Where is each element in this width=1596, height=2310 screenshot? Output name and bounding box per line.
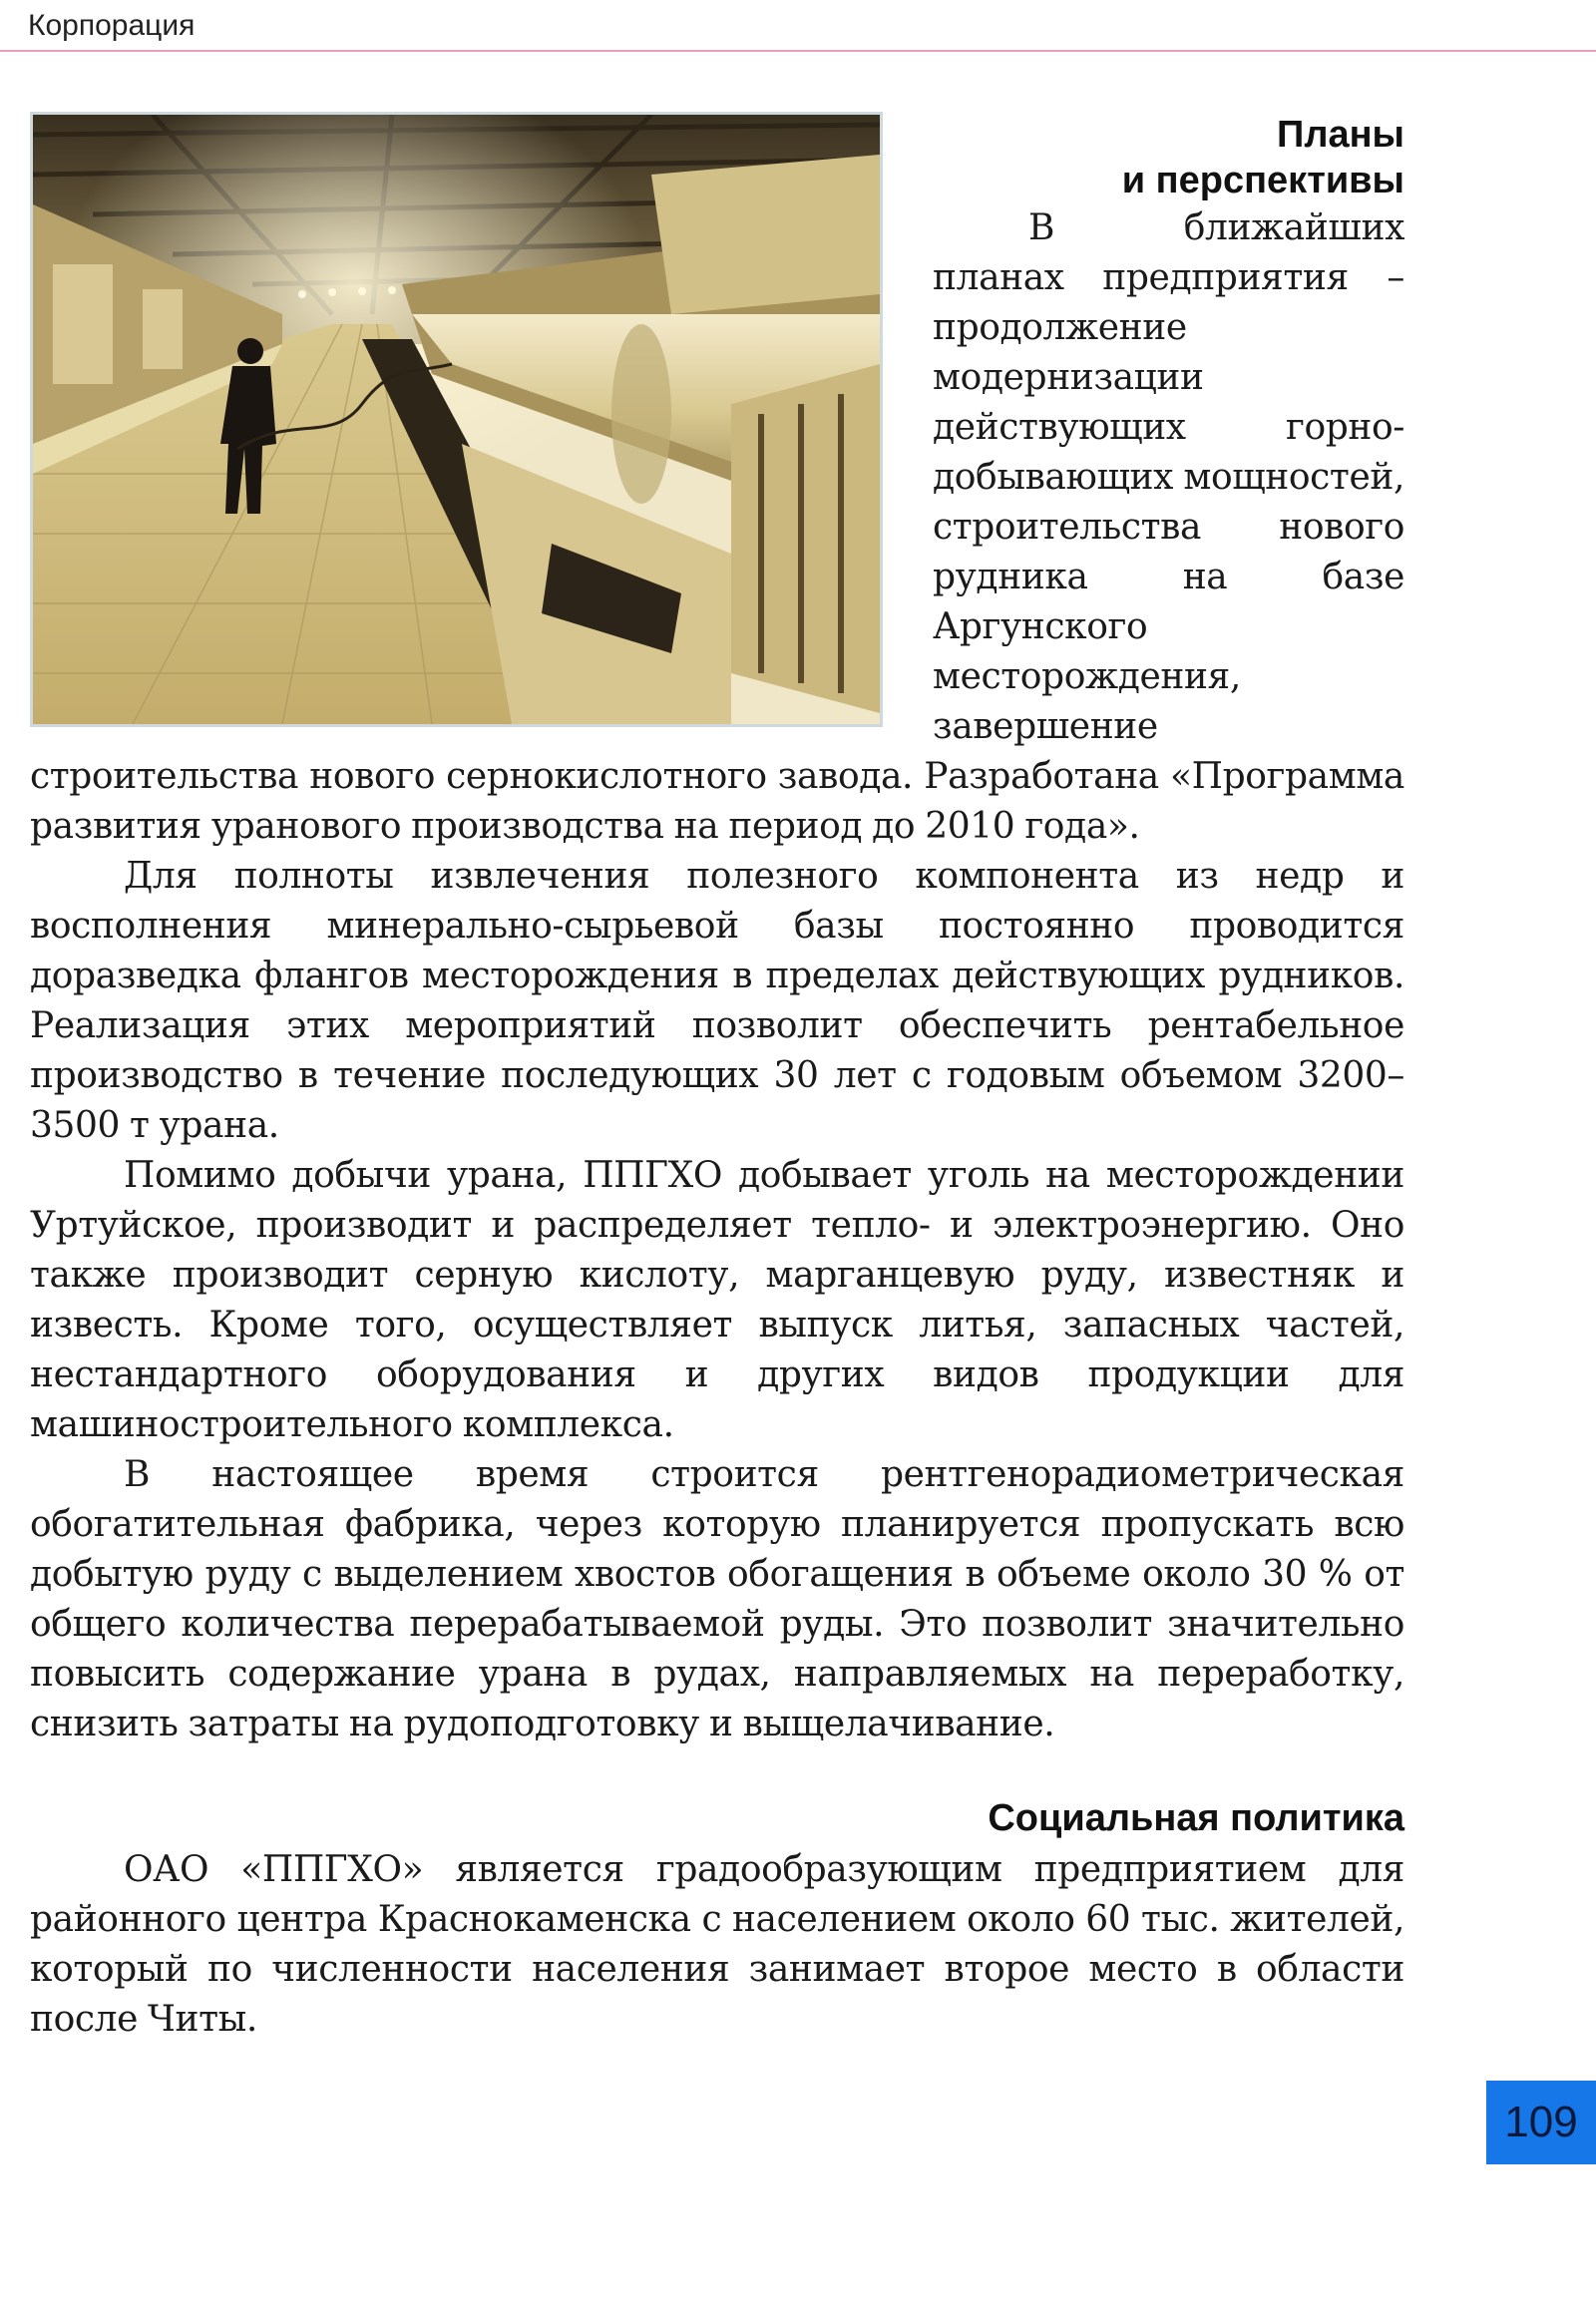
paragraph-plans-1: В ближайших планах предприятия – продолжение модернизации действующих горно-добывающих мощностей, строительства нового рудника на базе Аргунского месторождения, завершение строительства нового сернокислотного завода. Разработана «Программа развития уранового производства на период до 2010 года». — [30, 207, 1404, 847]
page-content — [30, 112, 1404, 2045]
page-header — [0, 0, 1596, 52]
industrial-tunnel-photo — [30, 112, 883, 727]
paragraph-plans-2: Для полноты извлечения полезного компонента из недр и восполнения минерально-сырьевой базы постоянно проводится доразведка флангов месторождения в пределах действующих рудников. Реализация этих мероприятий позволит обеспечить рентабельное производство в течение последующих 30 лет с годовым объемом 3200–3500 т урана. — [30, 856, 1404, 1146]
section-title-social: Социальная политика — [988, 1797, 1404, 1839]
running-header-label: Корпорация — [28, 9, 196, 42]
paragraph-plans-4: В настоящее время строится рентгенорадиометрическая обогатительная фабрика, через которую планируется пропускать всю добытую руду с выделением хвостов обогащения в объеме около 30 % от общего количества перерабатываемой руды. Это позволит значительно повысить содержание урана в рудах, направляемых на переработку, снизить затраты на рудоподготовку и выщелачивание. — [30, 1454, 1404, 1744]
page-number-tab: 109 — [1486, 2081, 1596, 2164]
section-social — [30, 1795, 1404, 2045]
section-title-plans-line2: и перспективы — [1121, 160, 1404, 201]
section-title-plans-line1: Планы — [1277, 114, 1404, 156]
paragraph-social-1: ОАО «ППГХО» является градообразующим предприятием для районного центра Краснокаменска с населением около 60 тыс. жителей, который по численности населения занимает второе место в области после Читы. — [30, 1849, 1404, 2040]
paragraph-plans-3: Помимо добычи урана, ППГХО добывает уголь на месторождении Уртуйское, производит и распределяет тепло- и электроэнергию. Оно также производит серную кислоту, марганцевую руду, известняк и известь. Кроме того, осуществляет выпуск литья, запасных частей, нестандартного оборудования и других видов продукции для машиностроительного комплекса. — [30, 1155, 1404, 1445]
header-divider — [0, 50, 1596, 52]
